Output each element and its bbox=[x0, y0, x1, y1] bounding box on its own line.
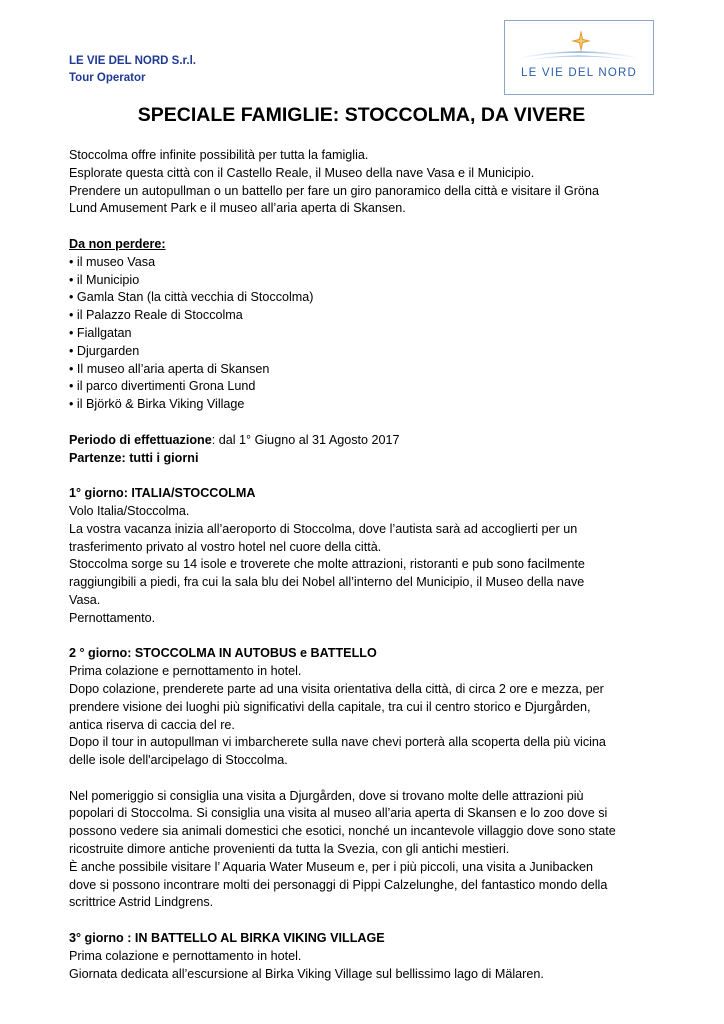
intro-line: Esplorate questa città con il Castello Reale, il Museo della nave Vasa e il Municipio. bbox=[69, 165, 535, 180]
list-item: • Il museo all’aria aperta di Skansen bbox=[69, 361, 270, 376]
day1-line: Pernottamento. bbox=[69, 610, 156, 625]
list-item: • Fiallgatan bbox=[69, 325, 132, 340]
day3-section bbox=[69, 930, 659, 983]
day2-line: Dopo colazione, prenderete parte ad una visita orientativa della città, di circa 2 ore e mezza, per bbox=[69, 681, 604, 696]
company-type: Tour Operator bbox=[69, 72, 146, 84]
period-value: : dal 1° Giugno al 31 Agosto 2017 bbox=[211, 432, 400, 447]
highlights-section bbox=[69, 236, 659, 414]
page-title: SPECIALE FAMIGLIE: STOCCOLMA, DA VIVERE bbox=[137, 104, 586, 126]
day3-line: Prima colazione e pernottamento in hotel. bbox=[69, 948, 302, 963]
list-item: • il Palazzo Reale di Stoccolma bbox=[69, 308, 243, 323]
day2-line: Dopo il tour in autopullman vi imbarcherete sulla nave chevi porterà alla scoperta della più vicina bbox=[69, 735, 606, 750]
list-item: • il museo Vasa bbox=[69, 254, 156, 269]
day1-line: Vasa. bbox=[69, 592, 101, 607]
day2-line: scrittrice Astrid Lindgrens. bbox=[69, 895, 214, 910]
day2-heading: 2 ° giorno: STOCCOLMA IN AUTOBUS e BATTELLO bbox=[69, 646, 377, 661]
intro-line: Lund Amusement Park e il museo all’aria aperta di Skansen. bbox=[69, 201, 406, 216]
logo-text: LE VIE DEL NORD bbox=[521, 67, 637, 79]
day1-section bbox=[69, 485, 659, 627]
list-item: • il parco divertimenti Grona Lund bbox=[69, 379, 256, 394]
day2-line: È anche possibile visitare l’ Aquaria Water Museum e, per i più piccoli, una visita a Junibacken bbox=[69, 859, 594, 874]
company-name: LE VIE DEL NORD S.r.l. bbox=[69, 55, 196, 67]
day2-line: delle isole dell'arcipelago di Stoccolma. bbox=[69, 753, 288, 768]
period-section bbox=[69, 432, 659, 468]
day1-heading: 1° giorno: ITALIA/STOCCOLMA bbox=[69, 486, 256, 501]
day2-line: dove si possono incontrare molti dei personaggi di Pippi Calzelunghe, del fantastico mondo della bbox=[69, 877, 608, 892]
company-logo bbox=[504, 20, 654, 95]
intro-line: Prendere un autopullman o un battello per fare un giro panoramico della città e visitare il Gröna bbox=[69, 183, 599, 198]
day1-line: raggiungibili a piedi, fra cui la sala blu dei Nobel all’interno del Municipio, il Museo della nave bbox=[69, 575, 585, 590]
day2-line: popolari di Stoccolma. Si consiglia una visita al museo all’aria aperta di Skansen e lo zoo dove si bbox=[69, 806, 608, 821]
day2-line: ricostruite dimore antiche provenienti da tutta la Svezia, con gli antichi mestieri. bbox=[69, 842, 510, 857]
intro-section bbox=[69, 147, 659, 218]
star-icon bbox=[505, 21, 653, 94]
list-item: • il Municipio bbox=[69, 272, 140, 287]
day2-line: Nel pomeriggio si consiglia una visita a Djurgården, dove si trovano molte delle attrazioni più bbox=[69, 788, 584, 803]
day1-line: Volo Italia/Stoccolma. bbox=[69, 503, 190, 518]
day3-line: Giornata dedicata all’escursione al Birka Viking Village sul bellissimo lago di Mälaren. bbox=[69, 966, 544, 981]
day1-line: La vostra vacanza inizia all’aeroporto di Stoccolma, dove l’autista sarà ad accoglierti per un bbox=[69, 521, 578, 536]
day2-line: possono vedere sia animali domestici che esotici, nonché un incantevole villaggio dove sono state bbox=[69, 824, 616, 839]
intro-line: Stoccolma offre infinite possibilità per tutta la famiglia. bbox=[69, 148, 369, 162]
document-body bbox=[69, 147, 659, 983]
day3-heading: 3° giorno : IN BATTELLO AL BIRKA VIKING VILLAGE bbox=[69, 931, 385, 946]
period-label: Periodo di effettuazione bbox=[69, 432, 212, 447]
list-item: • il Björkö & Birka Viking Village bbox=[69, 397, 245, 412]
day1-line: Stoccolma sorge su 14 isole e troverete che molte attrazioni, ristoranti e pub sono facilmente bbox=[69, 557, 585, 572]
departures-line: Partenze: tutti i giorni bbox=[69, 450, 199, 465]
company-header bbox=[69, 53, 196, 87]
day2-section bbox=[69, 645, 659, 912]
day2-line: prendere visione dei luoghi più significativi della capitale, tra cui il centro storico e Djurgården, bbox=[69, 699, 591, 714]
list-item: • Gamla Stan (la città vecchia di Stoccolma) bbox=[69, 290, 314, 305]
day1-line: trasferimento privato al vostro hotel nel cuore della città. bbox=[69, 539, 382, 554]
day2-line: Prima colazione e pernottamento in hotel. bbox=[69, 664, 302, 679]
period-line bbox=[69, 432, 659, 450]
day2-line: antica riserva di caccia del re. bbox=[69, 717, 235, 732]
list-item: • Djurgarden bbox=[69, 343, 140, 358]
highlights-heading: Da non perdere: bbox=[69, 236, 166, 251]
